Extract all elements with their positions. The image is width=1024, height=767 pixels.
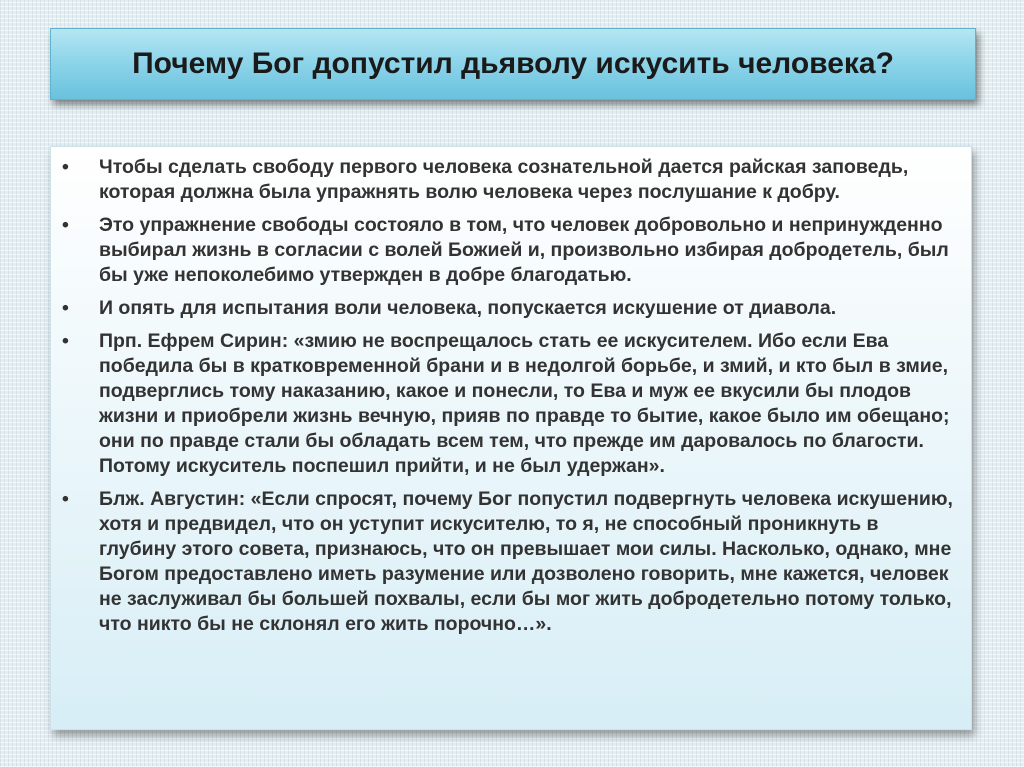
bullet-dot-icon: • bbox=[62, 214, 69, 236]
bullet-text: И опять для испытания воли человека, попускается искушение от диавола. bbox=[99, 297, 837, 319]
bullet-item bbox=[62, 213, 959, 288]
bullet-text: Это упражнение свободы состояло в том, что человек добровольно и непринужденно выбирал жизнь в согласии с волей Божией и, произвольно избирая добродетель, был бы уже непоколебимо утвержден в добре благодатью. bbox=[99, 214, 949, 286]
bullet-dot-icon: • bbox=[62, 330, 69, 352]
bullet-dot-icon: • bbox=[62, 488, 69, 510]
bullet-text: Чтобы сделать свободу первого человека сознательной дается райская заповедь, которая должна была упражнять волю человека через послушание к добру. bbox=[99, 156, 909, 203]
bullet-item bbox=[62, 487, 959, 637]
bullet-text: Прп. Ефрем Сирин: «змию не воспрещалось стать ее искусителем. Ибо если Ева победила бы в кратковременной брани и в недолгой борьбе, и змий, и кто был в змие, подверглись тому наказанию, какое и понесли, то Ева и муж ее вкусили бы плодов жизни и приобрели жизнь вечную, прияв по правде то бытие, какое было им обещано; они по правде стали бы обладать всем тем, что прежде им даровалось по благости. Потому искуситель поспешил прийти, и не был удержан». bbox=[99, 330, 950, 477]
bullet-dot-icon: • bbox=[62, 156, 69, 178]
bullet-text: Блж. Августин: «Если спросят, почему Бог попустил подвергнуть человека искушению, хотя и предвидел, что он уступит искусителю, то я, не способный проникнуть в глубину этого совета, признаюсь, что он превышает мои силы. Насколько, однако, мне Богом предоставлено иметь разумение или дозволено говорить, мне кажется, человек не заслуживал бы большей похвалы, если бы мог жить добродетельно потому только, что никто бы не склонял его жить порочно…». bbox=[99, 488, 953, 635]
bullet-item bbox=[62, 155, 959, 205]
bullet-list bbox=[51, 147, 971, 637]
bullet-dot-icon: • bbox=[62, 297, 69, 319]
bullet-item bbox=[62, 329, 959, 479]
bullet-item bbox=[62, 296, 959, 321]
slide-title-banner bbox=[50, 28, 976, 100]
content-panel bbox=[50, 146, 972, 730]
slide-title: Почему Бог допустил дьяволу искусить человека? bbox=[132, 47, 894, 80]
